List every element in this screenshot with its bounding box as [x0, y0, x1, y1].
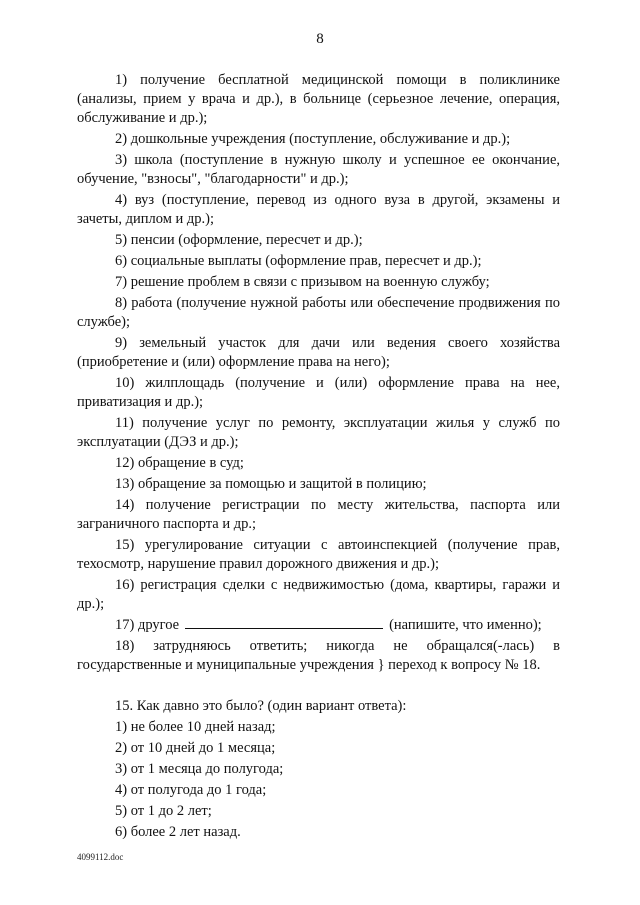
- fill-in-blank-line: [185, 616, 383, 629]
- list-item: 3) школа (поступление в нужную школу и успешное ее окончание, обучение, "взносы", "благодарности" и др.);: [77, 152, 560, 187]
- section-gap: [77, 677, 560, 697]
- list-item: 12) обращение в суд;: [115, 455, 244, 471]
- footer-filename: 4099112.doc: [77, 852, 124, 862]
- answer-option: 3) от 1 месяца до полугода;: [115, 761, 284, 777]
- question-title: 15. Как давно это было? (один вариант ответа):: [115, 698, 407, 714]
- page-number: 8: [316, 31, 324, 47]
- list-item: 13) обращение за помощью и защитой в полицию;: [115, 476, 427, 492]
- answer-option: 6) более 2 лет назад.: [115, 824, 241, 840]
- other-hint: (напишите, что именно);: [389, 617, 542, 633]
- answer-option: 2) от 10 дней до 1 месяца;: [115, 740, 276, 756]
- list-item: 4) вуз (поступление, перевод из одного вуза в другой, экзамены и зачеты, диплом и др.);: [77, 192, 560, 227]
- list-item: 10) жилплощадь (получение и (или) оформление права на нее, приватизация и др.);: [77, 375, 560, 410]
- list-item: 1) получение бесплатной медицинской помощи в поликлинике (анализы, прием у врача и др.), в больнице (серьезное лечение, операция, обслуживание и др.);: [77, 72, 560, 126]
- list-item: 11) получение услуг по ремонту, эксплуатации жилья у служб по эксплуатации (ДЭЗ и др.);: [77, 415, 560, 450]
- list-item: 14) получение регистрации по месту жительства, паспорта или заграничного паспорта и др.;: [77, 497, 560, 532]
- list-item: 2) дошкольные учреждения (поступление, обслуживание и др.);: [115, 131, 511, 147]
- other-label: 17) другое: [115, 617, 180, 633]
- list-item: 8) работа (получение нужной работы или обеспечение продвижения по службе);: [77, 295, 560, 330]
- list-item: 9) земельный участок для дачи или ведения своего хозяйства (приобретение и (или) оформление права на него);: [77, 335, 560, 370]
- answer-option: 4) от полугода до 1 года;: [115, 782, 267, 798]
- list-item: 15) урегулирование ситуации с автоинспекцией (получение прав, техосмотр, нарушение правил дорожного движения и др.);: [77, 537, 560, 572]
- list-item: 7) решение проблем в связи с призывом на военную службу;: [115, 274, 490, 290]
- document-body: [77, 71, 560, 844]
- list-item: 6) социальные выплаты (оформление прав, пересчет и др.);: [115, 253, 482, 269]
- answer-option: 5) от 1 до 2 лет;: [115, 803, 212, 819]
- list-item: 16) регистрация сделки с недвижимостью (дома, квартиры, гаражи и др.);: [77, 577, 560, 612]
- list-item: 5) пенсии (оформление, пересчет и др.);: [115, 232, 363, 248]
- list-item: 18) затрудняюсь ответить; никогда не обращался(-лась) в государственные и муниципальные учреждения } переход к вопросу № 18.: [77, 638, 560, 673]
- list-item-other: [77, 616, 560, 635]
- answer-option: 1) не более 10 дней назад;: [115, 719, 276, 735]
